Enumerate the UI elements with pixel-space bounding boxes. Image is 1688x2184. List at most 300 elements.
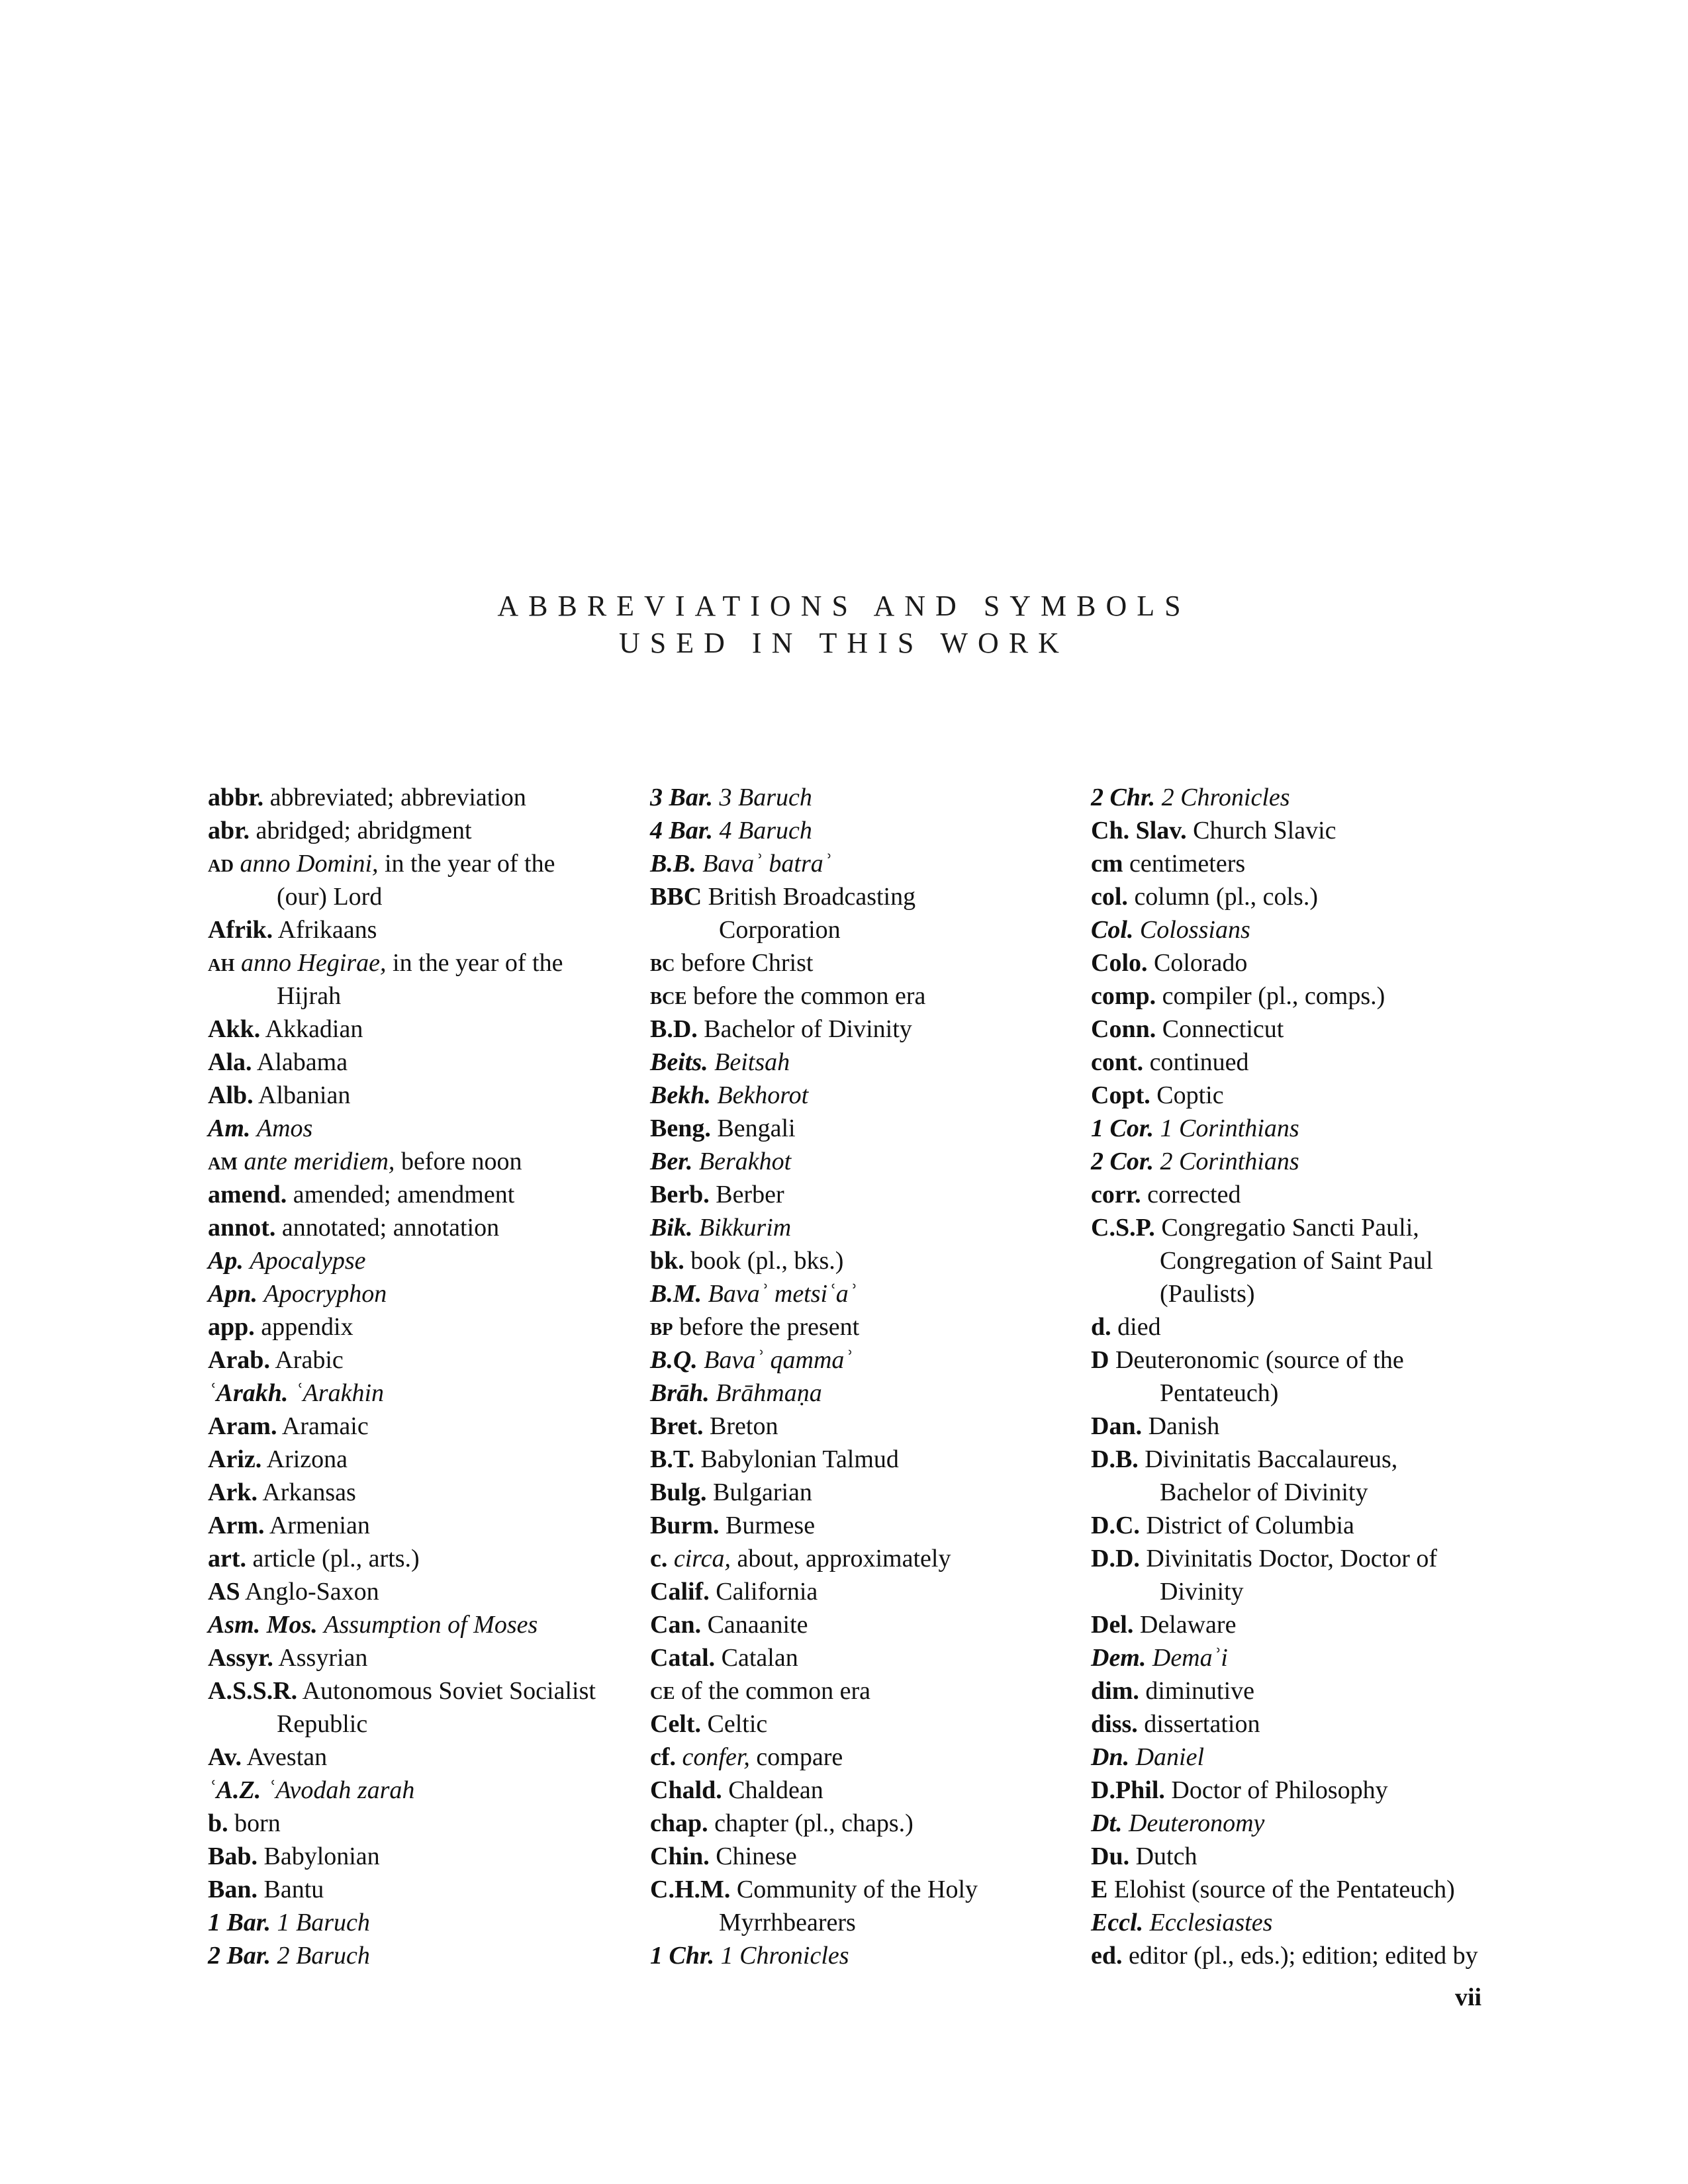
abbreviation-definition: before the present [679, 1313, 860, 1341]
definition-italic: anno Hegirae, [241, 949, 387, 977]
abbreviation-definition: Colossians [1139, 916, 1250, 944]
abbreviation-entry [208, 1674, 645, 1741]
definition-continuation: Bachelor of Divinity [1160, 1479, 1368, 1506]
abbreviation-definition: Connecticut [1162, 1015, 1284, 1043]
abbreviation-term: am [208, 1148, 238, 1175]
abbreviation-definition: Elohist (source of the Pentateuch) [1113, 1876, 1455, 1903]
abbreviation-entry [1091, 1112, 1541, 1145]
abbreviation-definition: ʿAvodah zarah [267, 1776, 415, 1804]
abbreviation-definition: compiler (pl., comps.) [1162, 982, 1385, 1010]
abbreviation-definition: 2 Corinthians [1160, 1148, 1299, 1175]
abbreviation-entry [208, 1310, 645, 1343]
abbreviation-definition: Autonomous Soviet Socialist [302, 1677, 596, 1705]
abbreviation-entry [650, 1807, 1087, 1840]
abbreviation-entry [650, 1641, 1087, 1674]
abbreviation-entry [650, 781, 1087, 814]
abbreviation-definition: Bachelor of Divinity [704, 1015, 912, 1043]
abbreviation-definition: Arkansas [262, 1479, 356, 1506]
abbreviation-term: corr. [1091, 1181, 1141, 1208]
definition-continuation: Pentateuch) [1160, 1379, 1279, 1407]
abbreviation-entry [650, 880, 1087, 946]
abbreviation-entry [1091, 1178, 1541, 1211]
abbreviation-term: b. [208, 1809, 228, 1837]
abbreviation-definition: Breton [710, 1412, 778, 1440]
abbreviation-term: Colo. [1091, 949, 1148, 977]
abbreviation-definition: Berber [716, 1181, 784, 1208]
abbreviation-definition: Assyrian [278, 1644, 368, 1672]
abbreviation-definition: Amos [256, 1115, 313, 1142]
abbreviation-term: abr. [208, 817, 250, 844]
abbreviation-definition: Deuteronomy [1129, 1809, 1265, 1837]
abbreviation-definition: 2 Chronicles [1161, 784, 1290, 811]
abbreviation-column-3 [1091, 781, 1541, 1972]
abbreviation-term: Catal. [650, 1644, 716, 1672]
abbreviation-definition: Brāhmaṇa [716, 1379, 822, 1407]
abbreviation-term: ed. [1091, 1942, 1123, 1970]
abbreviation-entry [650, 1145, 1087, 1178]
definition-continuation: Divinity [1160, 1578, 1244, 1606]
abbreviation-definition: abbreviated; abbreviation [269, 784, 526, 811]
abbreviation-definition: Berakhot [698, 1148, 792, 1175]
abbreviation-term: Bab. [208, 1843, 258, 1870]
abbreviation-entry [650, 1377, 1087, 1410]
definition-continuation: Republic [277, 1710, 368, 1738]
abbreviation-term: Conn. [1091, 1015, 1156, 1043]
abbreviation-entry [650, 1178, 1087, 1211]
abbreviation-entry [208, 946, 645, 1013]
abbreviation-entry [1091, 1807, 1541, 1840]
abbreviation-term: C.H.M. [650, 1876, 731, 1903]
title-line-1: ABBREVIATIONS AND SYMBOLS [497, 590, 1191, 622]
abbreviation-term: D.D. [1091, 1545, 1140, 1572]
abbreviation-definition: Colorado [1154, 949, 1248, 977]
title-line-2: USED IN THIS WORK [619, 627, 1069, 659]
abbreviation-term: Chin. [650, 1843, 710, 1870]
abbreviation-entry [208, 814, 645, 847]
abbreviation-entry [208, 1873, 645, 1906]
abbreviation-definition: Dutch [1135, 1843, 1197, 1870]
abbreviation-term: bc [650, 949, 675, 977]
abbreviation-definition: Chaldean [728, 1776, 823, 1804]
abbreviation-definition: about, approximately [731, 1545, 951, 1572]
abbreviation-term: dim. [1091, 1677, 1139, 1705]
abbreviation-term: diss. [1091, 1710, 1138, 1738]
abbreviation-term: Col. [1091, 916, 1134, 944]
abbreviation-term: Ariz. [208, 1445, 262, 1473]
abbreviation-term: 1 Chr. [650, 1942, 715, 1970]
abbreviation-entry [650, 1277, 1087, 1310]
abbreviation-entry [1091, 1608, 1541, 1641]
abbreviation-term: B.M. [650, 1280, 702, 1308]
abbreviation-term: Am. [208, 1115, 251, 1142]
abbreviation-term: cm [1091, 850, 1123, 878]
abbreviation-term: B.D. [650, 1015, 698, 1043]
abbreviation-term: Bret. [650, 1412, 704, 1440]
abbreviation-entry [650, 1343, 1087, 1377]
abbreviation-definition: Chinese [716, 1843, 797, 1870]
abbreviation-definition: 1 Chronicles [720, 1942, 849, 1970]
abbreviation-term: cont. [1091, 1048, 1144, 1076]
abbreviation-term: c. [650, 1545, 668, 1572]
abbreviation-entry [1091, 1079, 1541, 1112]
abbreviation-term: Ap. [208, 1247, 244, 1275]
abbreviation-term: Copt. [1091, 1081, 1150, 1109]
abbreviation-definition: 1 Corinthians [1160, 1115, 1299, 1142]
abbreviation-entry [1091, 1641, 1541, 1674]
abbreviation-definition: annotated; annotation [281, 1214, 500, 1242]
abbreviation-definition: centimeters [1129, 850, 1246, 878]
abbreviation-term: Ber. [650, 1148, 693, 1175]
abbreviation-term: Beits. [650, 1048, 708, 1076]
abbreviation-definition: Albanian [258, 1081, 351, 1109]
abbreviation-entry [1091, 1939, 1541, 1972]
abbreviation-definition: Delaware [1139, 1611, 1237, 1639]
abbreviation-definition: compare [749, 1743, 843, 1771]
definition-continuation: Hijrah [277, 982, 342, 1010]
abbreviation-definition: chapter (pl., chaps.) [714, 1809, 914, 1837]
abbreviation-definition: before Christ [681, 949, 814, 977]
abbreviation-term: ʿA.Z. [208, 1776, 261, 1804]
abbreviation-entry [208, 1608, 645, 1641]
abbreviation-entry [1091, 1211, 1541, 1310]
abbreviation-definition: Burmese [726, 1512, 816, 1539]
abbreviation-term: Dn. [1091, 1743, 1130, 1771]
abbreviation-term: Aram. [208, 1412, 277, 1440]
abbreviation-term: Asm. Mos. [208, 1611, 318, 1639]
abbreviation-entry [208, 1046, 645, 1079]
abbreviation-term: amend. [208, 1181, 287, 1208]
abbreviation-entry [208, 1443, 645, 1476]
definition-italic: circa, [673, 1545, 731, 1572]
abbreviation-entry [650, 814, 1087, 847]
abbreviation-definition: continued [1149, 1048, 1249, 1076]
abbreviation-definition: Church Slavic [1193, 817, 1336, 844]
abbreviation-term: Dan. [1091, 1412, 1143, 1440]
abbreviation-definition: Bantu [263, 1876, 324, 1903]
abbreviation-definition: Anglo-Saxon [244, 1578, 379, 1606]
abbreviation-term: Av. [208, 1743, 242, 1771]
abbreviation-entry [208, 1410, 645, 1443]
abbreviation-definition: Celtic [707, 1710, 768, 1738]
abbreviation-term: D.B. [1091, 1445, 1139, 1473]
abbreviation-term: ah [208, 949, 235, 977]
abbreviation-term: Apn. [208, 1280, 258, 1308]
abbreviation-definition: 2 Baruch [277, 1942, 370, 1970]
abbreviation-definition: Ecclesiastes [1149, 1909, 1273, 1936]
abbreviation-entry [1091, 1343, 1541, 1410]
abbreviation-term: comp. [1091, 982, 1156, 1010]
abbreviation-term: ʿArakh. [208, 1379, 289, 1407]
abbreviation-definition: Akkadian [265, 1015, 363, 1043]
abbreviation-entry [650, 1774, 1087, 1807]
abbreviation-definition: Armenian [269, 1512, 370, 1539]
abbreviation-definition: book (pl., bks.) [690, 1247, 844, 1275]
abbreviation-entry [208, 1476, 645, 1509]
abbreviation-definition: California [716, 1578, 818, 1606]
abbreviation-term: Eccl. [1091, 1909, 1144, 1936]
abbreviation-definition: Catalan [721, 1644, 798, 1672]
abbreviation-definition: Demaʾi [1152, 1644, 1228, 1672]
abbreviation-definition: amended; amendment [293, 1181, 515, 1208]
abbreviation-term: Ala. [208, 1048, 252, 1076]
abbreviation-definition: Apocryphon [263, 1280, 387, 1308]
abbreviation-definition: Arizona [266, 1445, 348, 1473]
abbreviation-entry [208, 1774, 645, 1807]
abbreviation-entry [208, 1575, 645, 1608]
abbreviation-term: bce [650, 982, 687, 1010]
abbreviation-term: Beng. [650, 1115, 711, 1142]
abbreviation-term: B.T. [650, 1445, 694, 1473]
abbreviation-entry [1091, 814, 1541, 847]
abbreviation-definition: born [234, 1809, 281, 1837]
abbreviation-term: 4 Bar. [650, 817, 714, 844]
abbreviation-definition: Congregatio Sancti Pauli, [1161, 1214, 1419, 1242]
abbreviation-term: cf. [650, 1743, 677, 1771]
abbreviation-term: Berb. [650, 1181, 710, 1208]
abbreviation-entry [1091, 1410, 1541, 1443]
page-title [0, 588, 1688, 662]
abbreviation-entry [1091, 1840, 1541, 1873]
abbreviation-definition: Divinitatis Doctor, Doctor of [1146, 1545, 1438, 1572]
abbreviation-entry [1091, 1873, 1541, 1906]
abbreviation-entry [208, 1079, 645, 1112]
abbreviation-definition: died [1117, 1313, 1161, 1341]
abbreviation-definition: 4 Baruch [719, 817, 812, 844]
definition-italic: confer, [682, 1743, 750, 1771]
abbreviation-term: E [1091, 1876, 1108, 1903]
abbreviation-entry [208, 1211, 645, 1244]
abbreviation-term: Alb. [208, 1081, 254, 1109]
abbreviation-entry [1091, 1013, 1541, 1046]
abbreviation-entry [1091, 1509, 1541, 1542]
abbreviation-term: Ark. [208, 1479, 258, 1506]
abbreviation-entry [1091, 781, 1541, 814]
abbreviation-definition: column (pl., cols.) [1134, 883, 1318, 911]
abbreviation-term: BBC [650, 883, 702, 911]
abbreviation-term: AS [208, 1578, 240, 1606]
abbreviation-term: Arab. [208, 1346, 270, 1374]
abbreviation-definition: editor (pl., eds.); edition; edited by [1129, 1942, 1478, 1970]
definition-continuation: Myrrhbearers [719, 1909, 856, 1936]
abbreviation-entry [650, 1840, 1087, 1873]
abbreviation-definition: Bavaʾ batraʾ [702, 850, 832, 878]
abbreviation-entry [650, 1542, 1087, 1575]
abbreviation-term: Dt. [1091, 1809, 1123, 1837]
abbreviation-term: abbr. [208, 784, 264, 811]
abbreviation-entry [650, 979, 1087, 1013]
abbreviation-entry [1091, 1542, 1541, 1608]
abbreviation-term: Chald. [650, 1776, 722, 1804]
abbreviation-entry [208, 1542, 645, 1575]
abbreviation-definition: corrected [1147, 1181, 1241, 1208]
definition-continuation: (our) Lord [277, 883, 383, 911]
abbreviation-definition: dissertation [1144, 1710, 1260, 1738]
abbreviation-term: B.B. [650, 850, 696, 878]
abbreviation-entry [650, 1013, 1087, 1046]
abbreviation-entry [1091, 913, 1541, 946]
abbreviation-definition: before noon [395, 1148, 522, 1175]
abbreviation-term: Afrik. [208, 916, 273, 944]
abbreviation-definition: 3 Baruch [719, 784, 812, 811]
abbreviation-entry [650, 1112, 1087, 1145]
abbreviation-term: A.S.S.R. [208, 1677, 298, 1705]
abbreviation-term: d. [1091, 1313, 1111, 1341]
abbreviation-entry [650, 1608, 1087, 1641]
abbreviation-definition: Bulgarian [713, 1479, 812, 1506]
abbreviation-definition: Daniel [1135, 1743, 1205, 1771]
abbreviation-definition: article (pl., arts.) [252, 1545, 420, 1572]
abbreviation-definition: Bavaʾ qammaʾ [704, 1346, 853, 1374]
abbreviation-entry [1091, 1906, 1541, 1939]
abbreviation-definition: of the common era [681, 1677, 870, 1705]
abbreviation-term: Dem. [1091, 1644, 1147, 1672]
abbreviation-term: ad [208, 850, 234, 878]
abbreviation-term: 1 Bar. [208, 1909, 271, 1936]
abbreviation-entry [208, 1906, 645, 1939]
abbreviation-entry [208, 781, 645, 814]
abbreviation-term: D.Phil. [1091, 1776, 1165, 1804]
abbreviation-definition: Community of the Holy [736, 1876, 978, 1903]
abbreviation-term: Bulg. [650, 1479, 707, 1506]
abbreviation-entry [1091, 1145, 1541, 1178]
abbreviation-entry [1091, 880, 1541, 913]
abbreviation-column-2 [650, 781, 1087, 1972]
definition-continuation: Corporation [719, 916, 841, 944]
abbreviation-term: Burm. [650, 1512, 720, 1539]
abbreviation-entry [650, 1741, 1087, 1774]
abbreviation-term: Celt. [650, 1710, 702, 1738]
abbreviation-term: Can. [650, 1611, 702, 1639]
abbreviation-entry [1091, 847, 1541, 880]
abbreviation-entry [1091, 946, 1541, 979]
abbreviation-definition: in the year of the [386, 949, 563, 977]
abbreviation-entry [650, 946, 1087, 979]
abbreviation-entry [1091, 1707, 1541, 1741]
abbreviation-entry [650, 1443, 1087, 1476]
abbreviation-entry [208, 1741, 645, 1774]
abbreviation-definition: Danish [1148, 1412, 1220, 1440]
abbreviation-definition: Bekhorot [717, 1081, 809, 1109]
abbreviation-term: Bekh. [650, 1081, 711, 1109]
definition-italic: ante meridiem, [244, 1148, 395, 1175]
abbreviation-term: art. [208, 1545, 247, 1572]
abbreviation-definition: Beitsah [714, 1048, 790, 1076]
abbreviation-definition: Coptic [1156, 1081, 1224, 1109]
abbreviation-term: Arm. [208, 1512, 265, 1539]
abbreviation-entry [1091, 1310, 1541, 1343]
abbreviation-definition: Canaanite [707, 1611, 808, 1639]
abbreviation-definition: in the year of the [378, 850, 555, 878]
abbreviation-entry [650, 1310, 1087, 1343]
abbreviation-entry [650, 1046, 1087, 1079]
abbreviation-term: bp [650, 1313, 673, 1341]
abbreviation-definition: before the common era [693, 982, 926, 1010]
abbreviation-term: Assyr. [208, 1644, 273, 1672]
abbreviation-entry [208, 1145, 645, 1178]
abbreviation-entry [208, 1807, 645, 1840]
abbreviation-term: Bik. [650, 1214, 693, 1242]
abbreviation-entry [208, 1277, 645, 1310]
abbreviation-definition: Afrikaans [277, 916, 377, 944]
abbreviation-entry [650, 1244, 1087, 1277]
abbreviation-definition: diminutive [1145, 1677, 1255, 1705]
abbreviation-entry [208, 1377, 645, 1410]
abbreviation-term: ce [650, 1677, 675, 1705]
abbreviation-definition: Deuteronomic (source of the [1115, 1346, 1404, 1374]
abbreviation-term: 2 Chr. [1091, 784, 1156, 811]
abbreviation-definition: Assumption of Moses [324, 1611, 538, 1639]
abbreviation-entry [1091, 1443, 1541, 1509]
abbreviation-term: annot. [208, 1214, 276, 1242]
abbreviation-definition: Arabic [275, 1346, 344, 1374]
abbreviation-term: Ban. [208, 1876, 258, 1903]
definition-continuation: Congregation of Saint Paul [1160, 1247, 1433, 1275]
abbreviation-entry [1091, 1741, 1541, 1774]
abbreviation-entry [208, 1013, 645, 1046]
abbreviation-definition: Divinitatis Baccalaureus, [1145, 1445, 1398, 1473]
abbreviation-entry [208, 847, 645, 913]
abbreviation-entry [208, 1178, 645, 1211]
abbreviation-entry [208, 1509, 645, 1542]
abbreviation-term: 3 Bar. [650, 784, 714, 811]
abbreviation-entry [650, 1476, 1087, 1509]
abbreviation-entry [650, 1707, 1087, 1741]
abbreviation-term: Del. [1091, 1611, 1134, 1639]
abbreviation-entry [650, 1211, 1087, 1244]
page-number: vii [1455, 1983, 1482, 2011]
abbreviation-term: col. [1091, 883, 1128, 911]
abbreviation-definition: Doctor of Philosophy [1171, 1776, 1388, 1804]
abbreviation-term: B.Q. [650, 1346, 698, 1374]
abbreviation-entry [650, 1873, 1087, 1939]
abbreviation-term: Du. [1091, 1843, 1130, 1870]
abbreviation-entry [650, 847, 1087, 880]
abbreviation-definition: 1 Baruch [277, 1909, 370, 1936]
abbreviation-term: app. [208, 1313, 255, 1341]
abbreviation-entry [650, 1410, 1087, 1443]
abbreviation-definition: Apocalypse [250, 1247, 366, 1275]
abbreviation-entry [208, 1939, 645, 1972]
abbreviation-entry [1091, 1774, 1541, 1807]
abbreviation-term: D.C. [1091, 1512, 1140, 1539]
abbreviation-term: Ch. Slav. [1091, 817, 1187, 844]
abbreviation-entry [1091, 1046, 1541, 1079]
abbreviation-entry [208, 1244, 645, 1277]
abbreviation-entry [1091, 1674, 1541, 1707]
abbreviation-term: Brāh. [650, 1379, 710, 1407]
abbreviation-entry [1091, 979, 1541, 1013]
abbreviation-definition: Babylonian Talmud [700, 1445, 899, 1473]
abbreviation-definition: appendix [261, 1313, 353, 1341]
abbreviation-entry [650, 1509, 1087, 1542]
abbreviation-entry [208, 1112, 645, 1145]
definition-continuation: (Paulists) [1160, 1280, 1255, 1308]
abbreviation-term: 2 Cor. [1091, 1148, 1154, 1175]
abbreviation-entry [650, 1939, 1087, 1972]
abbreviation-term: bk. [650, 1247, 684, 1275]
abbreviation-column-1 [208, 781, 645, 1972]
abbreviation-definition: Babylonian [263, 1843, 380, 1870]
abbreviation-term: chap. [650, 1809, 708, 1837]
abbreviation-entry [208, 1641, 645, 1674]
abbreviation-definition: District of Columbia [1146, 1512, 1354, 1539]
definition-italic: anno Domini, [240, 850, 379, 878]
abbreviation-entry [650, 1674, 1087, 1707]
abbreviation-term: Calif. [650, 1578, 710, 1606]
abbreviation-definition: Bikkurim [698, 1214, 792, 1242]
abbreviation-definition: Avestan [246, 1743, 328, 1771]
abbreviation-definition: Aramaic [281, 1412, 369, 1440]
